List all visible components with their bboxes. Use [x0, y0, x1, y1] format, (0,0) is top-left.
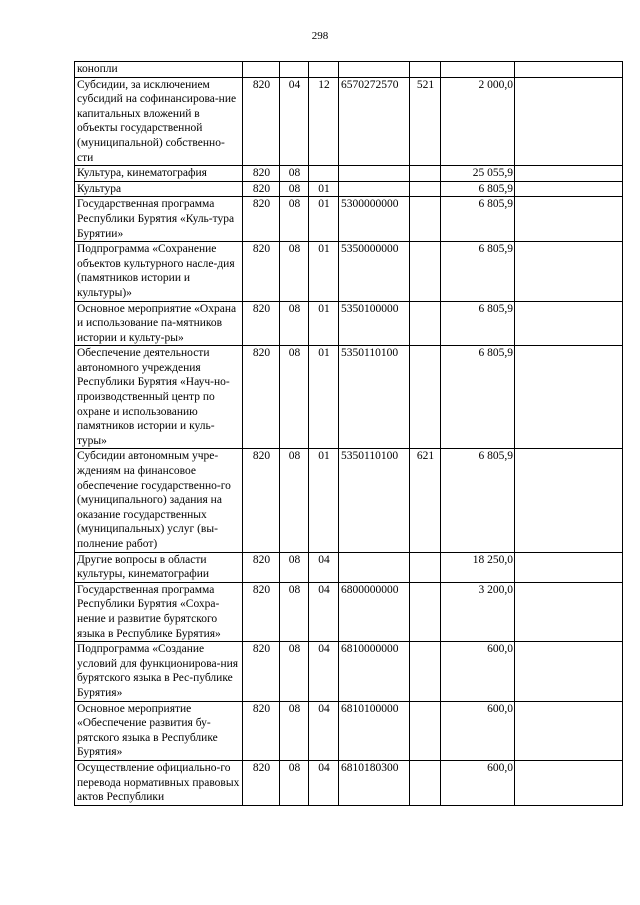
cell-subsection: 04 [309, 701, 339, 760]
cell-amount: 600,0 [441, 701, 515, 760]
cell-subsection: 01 [309, 301, 339, 346]
cell-section [280, 62, 309, 78]
cell-target-article: 6810180300 [339, 760, 410, 805]
cell-expense-type [410, 582, 441, 641]
cell-subsection: 01 [309, 181, 339, 197]
table-row [75, 701, 623, 760]
cell-expense-type [410, 197, 441, 242]
cell-gr-code: 820 [243, 346, 280, 449]
cell-name: конопли [75, 62, 243, 78]
cell-extra [515, 552, 623, 582]
cell-section: 08 [280, 181, 309, 197]
cell-gr-code: 820 [243, 166, 280, 182]
cell-subsection: 12 [309, 77, 339, 166]
cell-name: Осуществление официально-го перевода нормативных правовых актов Республики [75, 760, 243, 805]
cell-amount: 6 805,9 [441, 242, 515, 301]
cell-subsection [309, 166, 339, 182]
table-row [75, 62, 623, 78]
cell-gr-code: 820 [243, 582, 280, 641]
cell-name: Подпрограмма «Создание условий для функционирова-ния бурятского языка в Рес-публике Бурятия» [75, 642, 243, 701]
cell-name: Обеспечение деятельности автономного учреждения Республики Бурятия «Науч-но-производственный центр по охране и использованию памятников истории и куль-туры» [75, 346, 243, 449]
cell-section: 08 [280, 760, 309, 805]
cell-section: 08 [280, 701, 309, 760]
cell-section: 08 [280, 552, 309, 582]
page-number: 298 [311, 30, 329, 42]
cell-subsection: 04 [309, 552, 339, 582]
cell-amount: 18 250,0 [441, 552, 515, 582]
cell-gr-code [243, 62, 280, 78]
table-row [75, 642, 623, 701]
table-row [75, 77, 623, 166]
table-row [75, 449, 623, 552]
cell-target-article [339, 62, 410, 78]
cell-target-article [339, 181, 410, 197]
cell-expense-type [410, 181, 441, 197]
cell-amount: 25 055,9 [441, 166, 515, 182]
cell-expense-type [410, 166, 441, 182]
cell-gr-code: 820 [243, 301, 280, 346]
cell-section: 08 [280, 242, 309, 301]
cell-amount: 600,0 [441, 760, 515, 805]
cell-target-article: 5350110100 [339, 449, 410, 552]
cell-gr-code: 820 [243, 760, 280, 805]
table-row [75, 197, 623, 242]
cell-subsection: 04 [309, 642, 339, 701]
cell-target-article: 6810000000 [339, 642, 410, 701]
table-row [75, 552, 623, 582]
cell-subsection: 01 [309, 242, 339, 301]
cell-section: 08 [280, 642, 309, 701]
cell-section: 08 [280, 582, 309, 641]
cell-extra [515, 346, 623, 449]
cell-amount: 2 000,0 [441, 77, 515, 166]
cell-gr-code: 820 [243, 449, 280, 552]
cell-section: 08 [280, 449, 309, 552]
cell-extra [515, 582, 623, 641]
cell-amount: 6 805,9 [441, 197, 515, 242]
cell-expense-type [410, 552, 441, 582]
cell-amount: 6 805,9 [441, 301, 515, 346]
cell-amount: 3 200,0 [441, 582, 515, 641]
cell-name: Субсидии автономным учре-ждениям на финансовое обеспечение государственно-го (муниципального) задания на оказание государственных (муниципальных) услуг (вы-полнение работ) [75, 449, 243, 552]
cell-section: 08 [280, 166, 309, 182]
cell-target-article: 6570272570 [339, 77, 410, 166]
cell-expense-type [410, 62, 441, 78]
cell-subsection: 01 [309, 449, 339, 552]
cell-target-article: 6800000000 [339, 582, 410, 641]
table-row [75, 301, 623, 346]
cell-subsection [309, 62, 339, 78]
cell-gr-code: 820 [243, 701, 280, 760]
cell-expense-type [410, 701, 441, 760]
cell-extra [515, 642, 623, 701]
cell-expense-type [410, 242, 441, 301]
cell-section: 08 [280, 197, 309, 242]
cell-amount [441, 62, 515, 78]
table-body [75, 62, 623, 806]
cell-extra [515, 301, 623, 346]
budget-table [74, 61, 623, 806]
table-row [75, 181, 623, 197]
cell-section: 04 [280, 77, 309, 166]
cell-name: Государственная программа Республики Бурятия «Сохра-нение и развитие бурятского языка в Республике Бурятия» [75, 582, 243, 641]
cell-target-article [339, 166, 410, 182]
cell-gr-code: 820 [243, 552, 280, 582]
cell-extra [515, 62, 623, 78]
cell-name: Другие вопросы в области культуры, кинематографии [75, 552, 243, 582]
cell-expense-type [410, 346, 441, 449]
cell-subsection: 04 [309, 582, 339, 641]
cell-extra [515, 701, 623, 760]
cell-amount: 6 805,9 [441, 346, 515, 449]
cell-subsection: 01 [309, 346, 339, 449]
cell-gr-code: 820 [243, 77, 280, 166]
table-row [75, 582, 623, 641]
cell-extra [515, 166, 623, 182]
cell-section: 08 [280, 301, 309, 346]
cell-gr-code: 820 [243, 197, 280, 242]
cell-extra [515, 760, 623, 805]
cell-gr-code: 820 [243, 242, 280, 301]
cell-target-article: 5300000000 [339, 197, 410, 242]
cell-extra [515, 181, 623, 197]
cell-target-article: 6810100000 [339, 701, 410, 760]
cell-amount: 6 805,9 [441, 449, 515, 552]
cell-subsection: 01 [309, 197, 339, 242]
cell-extra [515, 197, 623, 242]
cell-expense-type: 521 [410, 77, 441, 166]
cell-name: Культура [75, 181, 243, 197]
cell-expense-type [410, 642, 441, 701]
cell-name: Основное мероприятие «Охрана и использование па-мятников истории и культу-ры» [75, 301, 243, 346]
cell-expense-type [410, 301, 441, 346]
cell-target-article: 5350110100 [339, 346, 410, 449]
cell-target-article: 5350100000 [339, 301, 410, 346]
table-row [75, 760, 623, 805]
cell-subsection: 04 [309, 760, 339, 805]
cell-section: 08 [280, 346, 309, 449]
cell-expense-type: 621 [410, 449, 441, 552]
cell-expense-type [410, 760, 441, 805]
cell-name: Субсидии, за исключением субсидий на софинансирова-ние капитальных вложений в объекты государственной (муниципальной) собственно-сти [75, 77, 243, 166]
cell-extra [515, 242, 623, 301]
cell-name: Культура, кинематография [75, 166, 243, 182]
cell-amount: 6 805,9 [441, 181, 515, 197]
cell-gr-code: 820 [243, 181, 280, 197]
table-row [75, 346, 623, 449]
cell-amount: 600,0 [441, 642, 515, 701]
table-row [75, 242, 623, 301]
cell-extra [515, 449, 623, 552]
cell-name: Основное мероприятие «Обеспечение развития бу-рятского языка в Республике Бурятия» [75, 701, 243, 760]
cell-gr-code: 820 [243, 642, 280, 701]
cell-name: Государственная программа Республики Бурятия «Куль-тура Бурятии» [75, 197, 243, 242]
table-row [75, 166, 623, 182]
cell-target-article: 5350000000 [339, 242, 410, 301]
cell-name: Подпрограмма «Сохранение объектов культурного насле-дия (памятников истории и культуры)» [75, 242, 243, 301]
cell-extra [515, 77, 623, 166]
cell-target-article [339, 552, 410, 582]
